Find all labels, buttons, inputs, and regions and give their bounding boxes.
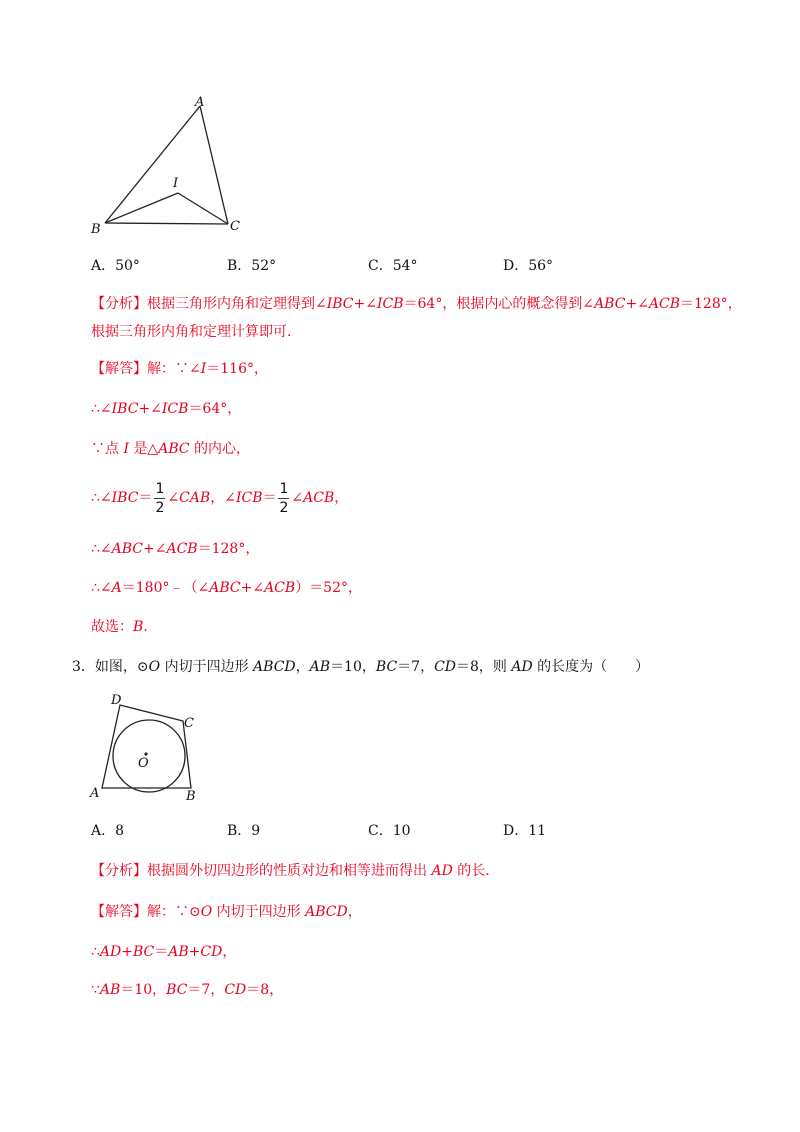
solution-head: 【解答】 — [91, 361, 147, 377]
text: 是△ — [128, 441, 159, 457]
text: ， — [295, 659, 310, 675]
text: ∵点 — [91, 441, 124, 457]
math: AB — [309, 659, 331, 675]
math: ACB — [264, 580, 296, 596]
text: 故选： — [91, 619, 133, 635]
fraction-half — [154, 480, 165, 517]
text: ＝8，则 — [456, 659, 512, 675]
text: . — [143, 619, 148, 635]
text: +∠ — [138, 401, 162, 417]
q2-option-b[interactable]: B．52° — [227, 258, 277, 274]
q3-option-d[interactable]: D．11 — [503, 823, 547, 839]
math: ACB — [166, 541, 198, 557]
text: ， — [222, 944, 237, 960]
q3-solution-line2 — [91, 942, 236, 962]
q2-option-a[interactable]: A．50° — [91, 258, 140, 274]
q2-solution-line2 — [91, 399, 241, 419]
analysis-head: 【分析】 — [91, 863, 147, 879]
math: ABCD — [253, 659, 296, 675]
label-B: B — [91, 222, 101, 237]
text: +∠ — [143, 541, 167, 557]
math: I — [200, 361, 207, 377]
label-A: A — [90, 786, 100, 801]
math: AB — [168, 944, 189, 960]
text: ＝7， — [397, 659, 435, 675]
q3-solution-line1 — [91, 902, 362, 922]
q2-analysis-line2: 根据三角形内角和定理计算即可. — [91, 324, 292, 340]
label-A: A — [195, 95, 205, 110]
math: AD — [511, 659, 533, 675]
label-C: C — [184, 716, 194, 731]
math: ∠ABC+∠ACB — [582, 296, 681, 312]
text: ＝128°， — [680, 296, 742, 312]
label-O: O — [138, 756, 149, 771]
text: 根据三角形内角和定理得到 — [147, 296, 315, 312]
fraction-half — [278, 480, 289, 517]
math: O — [200, 904, 213, 920]
text: 如图，⊙ — [94, 659, 149, 675]
text: + — [188, 944, 201, 960]
text: 解：∵⊙ — [147, 904, 201, 920]
text: ）＝52°， — [295, 580, 363, 596]
text: ＝128°， — [197, 541, 260, 557]
math: B — [133, 619, 144, 635]
q2-solution-line6 — [91, 578, 362, 598]
math: ∠IBC+∠ICB — [315, 296, 404, 312]
text: ∠ — [167, 490, 180, 506]
math: ICB — [235, 490, 263, 506]
math: AB — [99, 982, 121, 998]
math: CD — [200, 944, 223, 960]
text: 解：∵∠ — [147, 361, 201, 377]
text: ＝10， — [330, 659, 376, 675]
math: IBC — [111, 490, 139, 506]
q3-option-a[interactable]: A．8 — [91, 823, 125, 839]
q2-solution-line4 — [91, 478, 348, 518]
text: ∴∠ — [91, 490, 112, 506]
text: ＝ — [154, 944, 169, 960]
denominator: 2 — [155, 499, 165, 516]
math: ABC — [111, 541, 144, 557]
label-C: C — [230, 219, 240, 234]
math: I — [123, 441, 129, 457]
text: ∵ — [91, 982, 100, 998]
text: ＝64°，根据内心的概念得到 — [403, 296, 583, 312]
q2-solution-line3 — [91, 439, 250, 459]
text: ＝7， — [187, 982, 225, 998]
q3-option-b[interactable]: B．9 — [227, 823, 261, 839]
q3-option-c[interactable]: C．10 — [368, 823, 411, 839]
text: 内切于四边形 — [212, 904, 306, 920]
math: BC — [133, 944, 155, 960]
text: ＝64°， — [188, 401, 242, 417]
text: ，∠ — [210, 490, 236, 506]
text: +∠ — [240, 580, 265, 596]
text: 根据圆外切四边形的性质对边和相等进而得出 — [147, 863, 432, 879]
triangle-figure — [85, 90, 255, 240]
text: ＝116°， — [206, 361, 268, 377]
q2-option-d[interactable]: D．56° — [503, 258, 554, 274]
question-number: 3． — [72, 659, 95, 675]
math: A — [111, 580, 122, 596]
text: ＝8， — [246, 982, 284, 998]
label-B: B — [186, 789, 196, 804]
quadrilateral-figure — [85, 690, 210, 805]
text: ∴∠ — [91, 541, 112, 557]
q2-option-c[interactable]: C．54° — [368, 258, 418, 274]
text: ＝ — [262, 490, 277, 506]
math: CD — [224, 982, 247, 998]
math: ACB — [303, 490, 335, 506]
text: ∴∠ — [91, 580, 112, 596]
analysis-head: 【分析】 — [91, 296, 147, 312]
text: ＝10， — [120, 982, 167, 998]
text: ∴ — [91, 944, 100, 960]
q2-solution-line1 — [91, 359, 268, 379]
text: 的长. — [452, 863, 490, 879]
math: ABC — [158, 441, 190, 457]
math: BC — [166, 982, 188, 998]
solution-head: 【解答】 — [91, 904, 147, 920]
q2-solution-line7 — [91, 617, 148, 637]
text: ， — [334, 490, 349, 506]
math: AD — [99, 944, 122, 960]
q3-analysis — [91, 861, 490, 881]
label-D: D — [111, 693, 122, 708]
text: 的长度为（ ） — [532, 659, 650, 675]
numerator: 1 — [279, 480, 289, 497]
text: + — [121, 944, 133, 960]
math: BC — [375, 659, 398, 675]
text: 内切于四边形 — [160, 659, 254, 675]
text: ＝ — [138, 490, 153, 506]
text: ， — [347, 904, 362, 920]
q2-analysis-line1 — [91, 294, 742, 314]
math: ICB — [161, 401, 189, 417]
math: ABC — [209, 580, 241, 596]
math: O — [148, 659, 161, 675]
label-I: I — [173, 176, 179, 191]
text: 的内心， — [189, 441, 251, 457]
text: ∠ — [291, 490, 304, 506]
math: CD — [434, 659, 457, 675]
math: IBC — [111, 401, 139, 417]
q2-solution-line5 — [91, 539, 259, 559]
math: ABCD — [305, 904, 348, 920]
text: ＝180°﹣（∠ — [121, 580, 210, 596]
q3-stem — [72, 657, 649, 677]
denominator: 2 — [279, 499, 289, 516]
q3-solution-line3 — [91, 980, 283, 1000]
numerator: 1 — [155, 480, 165, 497]
text: ∴∠ — [91, 401, 112, 417]
math: CAB — [179, 490, 211, 506]
math: AD — [431, 863, 453, 879]
